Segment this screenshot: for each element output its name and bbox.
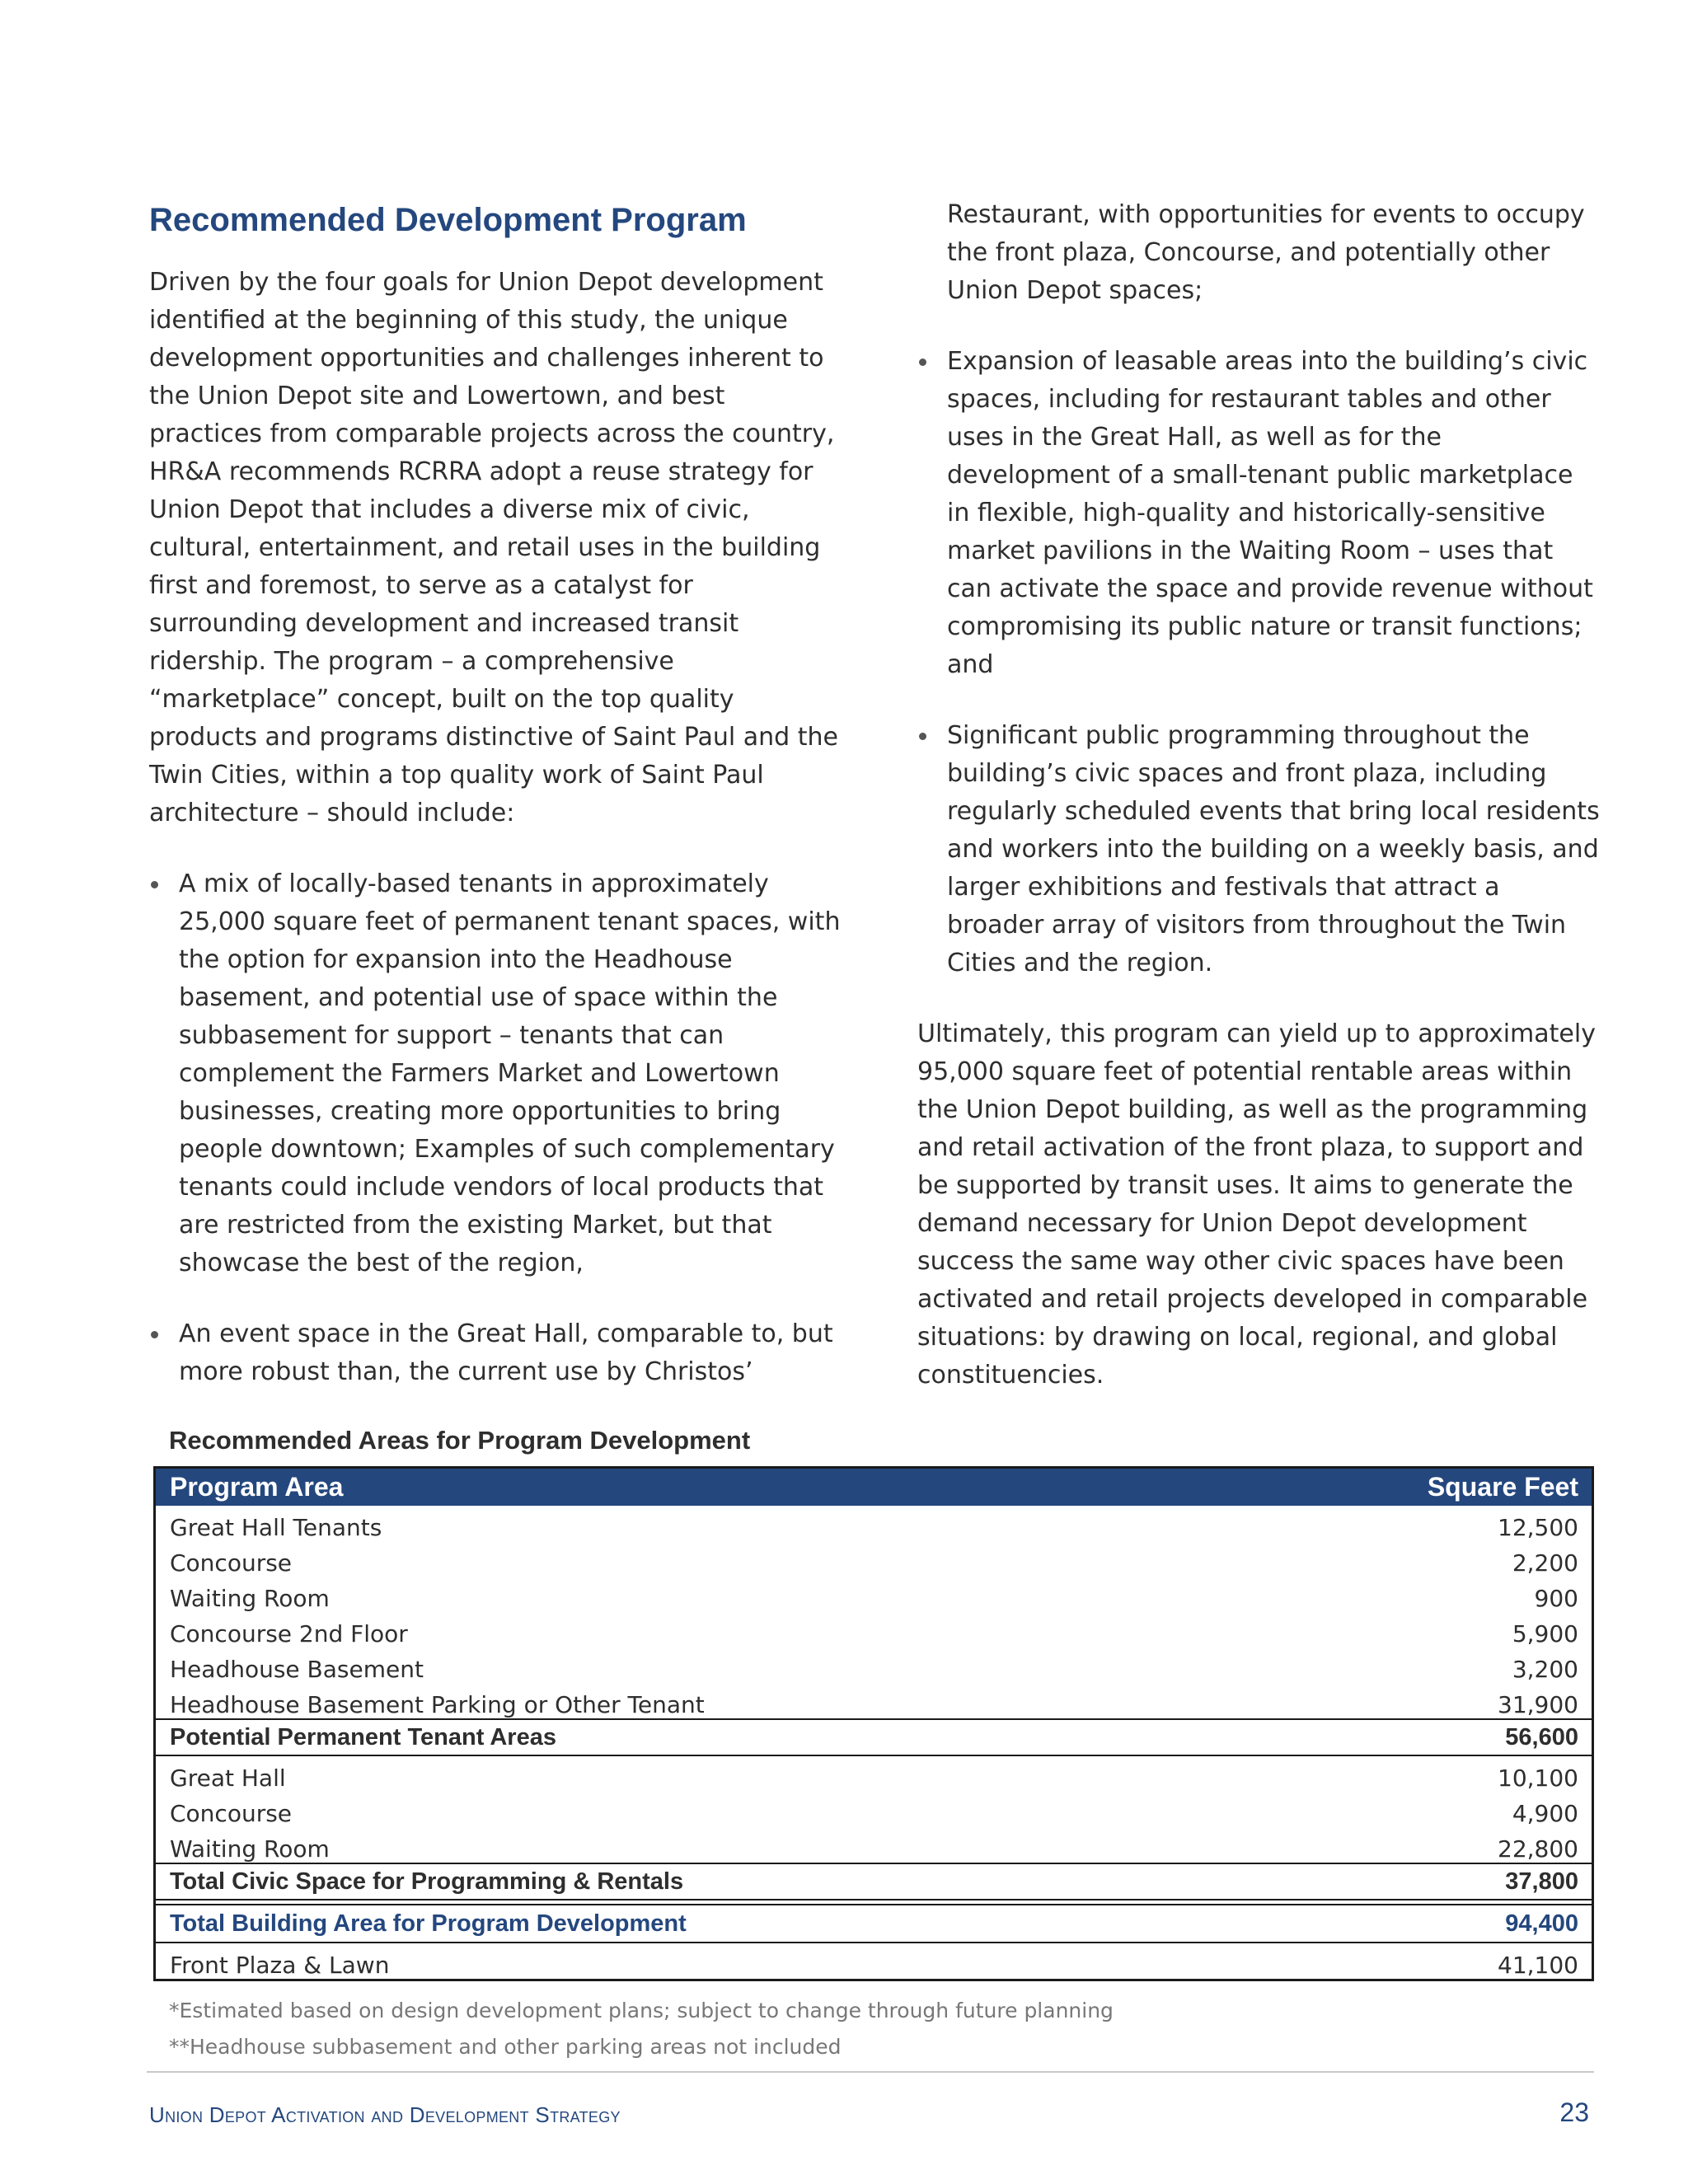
list-item: An event space in the Great Hall, comparable to, but more robust than, the current use by Christos’ xyxy=(149,1315,842,1391)
right-bullet-list xyxy=(917,343,1601,982)
table-row: Waiting Room 22,800 xyxy=(170,1835,1578,1863)
subtotal-row-tenant-areas: Potential Permanent Tenant Areas 56,600 xyxy=(156,1718,1592,1756)
table-row: Concourse 4,900 xyxy=(170,1800,1578,1827)
table-row: Headhouse Basement Parking or Other Tenant 31,900 xyxy=(170,1691,1578,1718)
table-row: Concourse 2,200 xyxy=(170,1549,1578,1577)
table-row: Concourse 2nd Floor 5,900 xyxy=(170,1620,1578,1647)
table-row: Waiting Room 900 xyxy=(170,1585,1578,1612)
footnote: *Estimated based on design development plans; subject to change through future planning xyxy=(169,1999,1114,2022)
bullet-icon xyxy=(151,1331,158,1338)
table-header-row xyxy=(156,1469,1592,1506)
bullet-icon xyxy=(919,733,926,740)
bullet-icon xyxy=(151,881,158,888)
list-item: A mix of locally-based tenants in approximately 25,000 square feet of permanent tenant spaces, with the option for expansion into the Headhouse basement, and potential use of space within the subbasement for support – tenants that can complement the Farmers Market and Lowertown businesses, creating more opportunities to bring people downtown; Examples of such complementary tenants could include vendors of local products that are restricted from the existing Market, but that showcase the best of the region, xyxy=(149,865,842,1282)
bullet-icon xyxy=(919,359,926,366)
table-row: Front Plaza & Lawn 41,100 xyxy=(170,1952,1578,1979)
right-column xyxy=(917,196,1601,1394)
footnote: **Headhouse subbasement and other parking areas not included xyxy=(169,2035,842,2059)
section-heading: Recommended Development Program xyxy=(149,202,747,238)
left-bullet-list xyxy=(149,865,842,1391)
table-row: Great Hall 10,100 xyxy=(170,1765,1578,1792)
column-header-square-feet: Square Feet xyxy=(1427,1472,1578,1502)
table-footnotes xyxy=(169,1993,1114,2065)
footer-title: Union Depot Activation and Development Strategy xyxy=(149,2102,621,2127)
intro-paragraph: Driven by the four goals for Union Depot development identified at the beginning of this study, the unique development opportunities and challenges inherent to the Union Depot site and Lowertown, and best practices from comparable projects across the country, HR&A recommends RCRRA adopt a reuse strategy for Union Depot that includes a diverse mix of civic, cultural, entertainment, and retail uses in the building first and foremost, to serve as a catalyst for surrounding development and increased transit ridership. The program – a comprehensive “marketplace” concept, built on the top quality products and programs distinctive of Saint Paul and the Twin Cities, within a top quality work of Saint Paul architecture – should include: xyxy=(149,268,838,827)
page-number: 23 xyxy=(1559,2097,1589,2127)
table-row: Great Hall Tenants 12,500 xyxy=(170,1514,1578,1541)
footer-divider xyxy=(147,2071,1594,2073)
total-row-building-area: Total Building Area for Program Development 94,400 xyxy=(156,1904,1592,1943)
bullet-continuation: Restaurant, with opportunities for events to occupy the front plaza, Concourse, and potentially other Union Depot spaces; xyxy=(947,200,1585,305)
column-header-program-area: Program Area xyxy=(170,1472,344,1502)
conclusion-paragraph: Ultimately, this program can yield up to approximately 95,000 square feet of potential rentable areas within the Union Depot building, as well as the programming and retail activation of the front plaza, to support and be supported by transit uses. It aims to generate the demand necessary for Union Depot development success the same way other civic spaces have been activated and retail projects developed in comparable situations: by drawing on local, regional, and global constituencies. xyxy=(917,1019,1596,1390)
list-item: Significant public programming throughout the building’s civic spaces and front plaza, including regularly scheduled events that bring local residents and workers into the building on a weekly basis, and larger exhibitions and festivals that attract a broader array of visitors from throughout the Twin Cities and the region. xyxy=(917,717,1601,982)
program-area-table xyxy=(153,1466,1594,1981)
list-item: Expansion of leasable areas into the building’s civic spaces, including for restaurant tables and other uses in the Great Hall, as well as for the development of a small-tenant public marketplace in flexible, high-quality and historically-sensitive market pavilions in the Waiting Room – uses that can activate the space and provide revenue without compromising its public nature or transit functions; and xyxy=(917,343,1601,684)
table-row: Headhouse Basement 3,200 xyxy=(170,1656,1578,1683)
left-column xyxy=(149,196,842,1424)
table-title: Recommended Areas for Program Development xyxy=(169,1426,751,1455)
subtotal-row-civic-space: Total Civic Space for Programming & Rentals 37,800 xyxy=(156,1863,1592,1900)
